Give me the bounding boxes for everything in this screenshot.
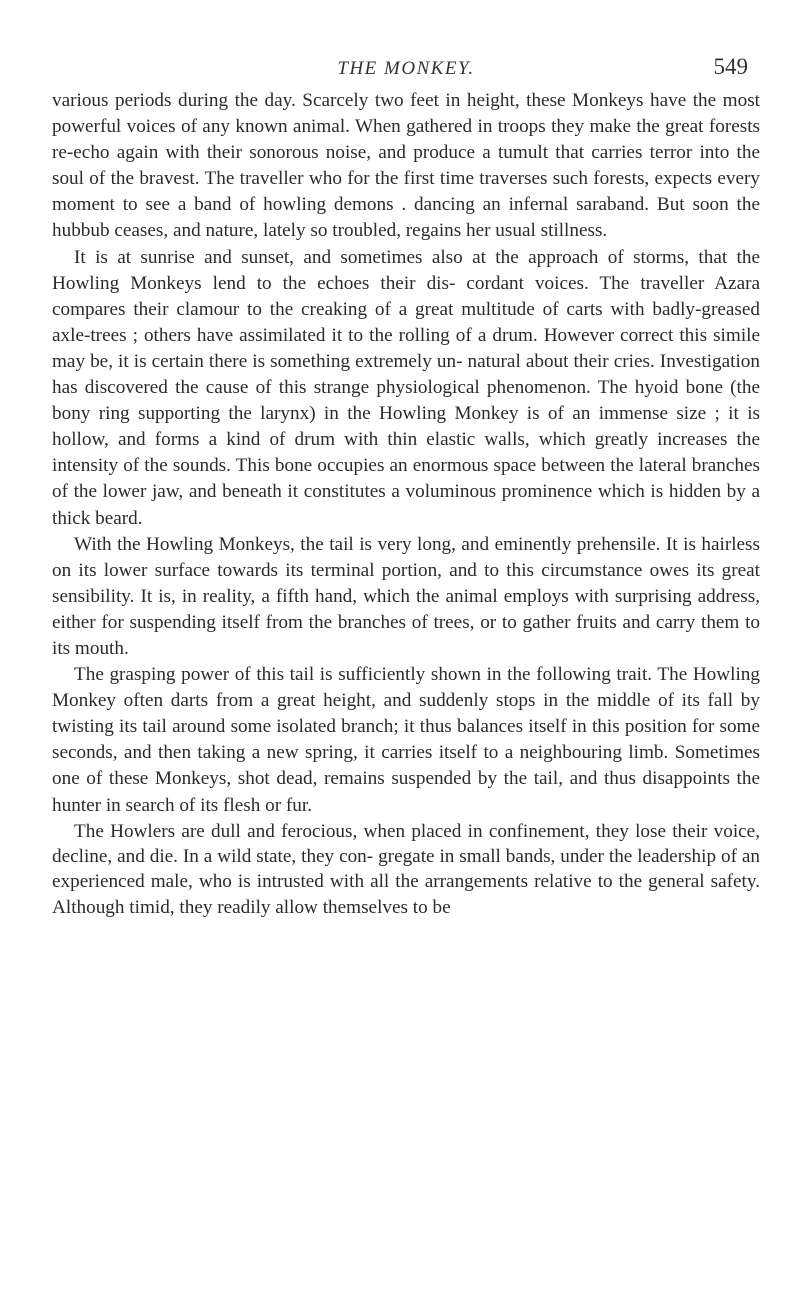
paragraph-5: The Howlers are dull and ferocious, when placed in confinement, they lose their voice, decline, and die. In a wild state, they con- gregate in small bands, under the leadership of an experienced male, who is intrusted with all the arrangements relative to the general safety. Although timid, they readily allow themselves to be — [52, 820, 760, 918]
paragraph-2: It is at sunrise and sunset, and sometimes also at the approach of storms, that the Howling Monkeys lend to the echoes their dis- cordant voices. The traveller Azara compares their clamour to the creaking of a great multitude of carts with badly-greased axle-trees ; others have assimilated it to the rolling of a drum. However correct this simile may be, it is certain there is something extremely un- natural about their cries. Investigation has discovered the cause of this strange physiological phenomenon. The hyoid bone (the bony ring supporting the larynx) in the Howling Monkey is of an immense size ; it is hollow, and forms a kind of drum with thin elastic walls, which greatly increases the intensity of the sounds. This bone occupies an enormous space between the lateral branches of the lower jaw, and beneath it constitutes a voluminous prominence which is hidden by a thick beard. — [52, 246, 760, 529]
running-head — [52, 0, 760, 88]
page-number: 549 — [713, 54, 748, 79]
running-title: THE MONKEY. — [337, 58, 475, 79]
book-page — [52, 0, 760, 920]
paragraph-1: various periods during the day. Scarcely two feet in height, these Monkeys have the most powerful voices of any known animal. When gathered in troops they make the great forests re-echo again with their sonorous noise, and produce a tumult that carries terror into the soul of the bravest. The traveller who for the first time traverses such forests, expects every moment to see a band of howling demons . dancing an infernal saraband. But soon the hubbub ceases, and nature, lately so troubled, regains her usual stillness. — [52, 90, 760, 242]
body-text — [52, 88, 760, 920]
paragraph-4: The grasping power of this tail is sufficiently shown in the following trait. The Howling Monkey often darts from a great height, and suddenly stops in the middle of its fall by twisting its tail around some isolated branch; it thus balances itself in this position for some seconds, and then taking a new spring, it carries itself to a neighbouring limb. Sometimes one of these Monkeys, shot dead, remains suspended by the tail, and thus disappoints the hunter in search of its flesh or fur. — [52, 664, 760, 816]
paragraph-3: With the Howling Monkeys, the tail is very long, and eminently prehensile. It is hairless on its lower surface towards its terminal portion, and to this circumstance owes its great sensibility. It is, in reality, a fifth hand, which the animal employs with surprising address, either for suspending itself from the branches of trees, or to gather fruits and carry them to its mouth. — [52, 533, 760, 659]
